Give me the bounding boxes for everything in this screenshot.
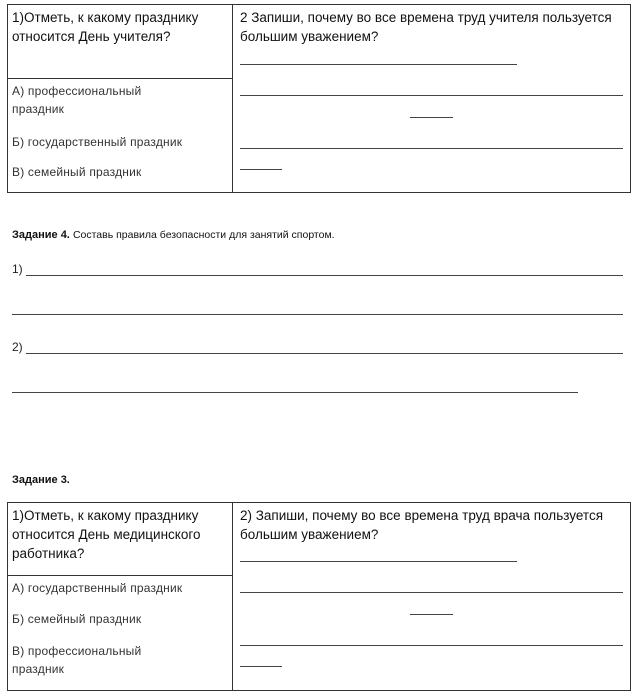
task4-answer-line-2[interactable]	[12, 314, 623, 315]
teacher-day-answer-line-2[interactable]	[240, 95, 623, 96]
medic-day-option-c[interactable]: В) профессиональный праздник	[12, 644, 142, 676]
teacher-day-answer-line-4[interactable]	[240, 148, 623, 149]
medic-day-option-a[interactable]: А) государственный праздник	[12, 581, 183, 595]
table-teacher-day-header-line	[7, 78, 233, 79]
teacher-day-question-2: 2 Запиши, почему во все времена труд учителя пользуется большим уважением?	[240, 10, 612, 44]
task4-answer-line-1[interactable]	[26, 275, 623, 276]
task4-label: Задание 4.	[12, 229, 70, 241]
teacher-day-option-a[interactable]: А) профессиональный праздник	[12, 84, 142, 116]
table-medic-day-divider	[232, 502, 233, 691]
medic-day-answer-line-3[interactable]	[410, 614, 453, 615]
task3-heading	[12, 474, 70, 486]
teacher-day-answer-line-1[interactable]	[240, 64, 517, 65]
teacher-day-answer-line-3[interactable]	[410, 117, 453, 118]
task4-heading	[12, 229, 335, 241]
teacher-day-answer-line-5[interactable]	[240, 169, 282, 170]
medic-day-answer-line-4[interactable]	[240, 645, 623, 646]
task4-item-1-number: 1)	[12, 262, 23, 276]
medic-day-answer-line-5[interactable]	[240, 666, 282, 667]
teacher-day-question-1: 1)Отметь, к какому празднику относится День учителя?	[12, 10, 199, 44]
task4-answer-line-4[interactable]	[12, 392, 578, 393]
task4-answer-line-3[interactable]	[26, 353, 623, 354]
medic-day-answer-line-1[interactable]	[240, 561, 517, 562]
teacher-day-option-c[interactable]: В) семейный праздник	[12, 165, 142, 179]
task3-label: Задание 3.	[12, 474, 70, 486]
medic-day-question-2: 2) Запиши, почему во все времена труд врача пользуется большим уважением?	[240, 508, 604, 542]
medic-day-option-b[interactable]: Б) семейный праздник	[12, 612, 142, 626]
medic-day-question-1: 1)Отметь, к какому празднику относится День медицинского работника?	[12, 508, 201, 561]
table-teacher-day-divider	[232, 4, 233, 193]
task4-item-2-number: 2)	[12, 340, 23, 354]
medic-day-answer-line-2[interactable]	[240, 592, 623, 593]
teacher-day-option-b[interactable]: Б) государственный праздник	[12, 135, 183, 149]
task4-text: Составь правила безопасности для занятий спортом.	[72, 229, 335, 241]
table-medic-day-header-line	[7, 575, 233, 576]
